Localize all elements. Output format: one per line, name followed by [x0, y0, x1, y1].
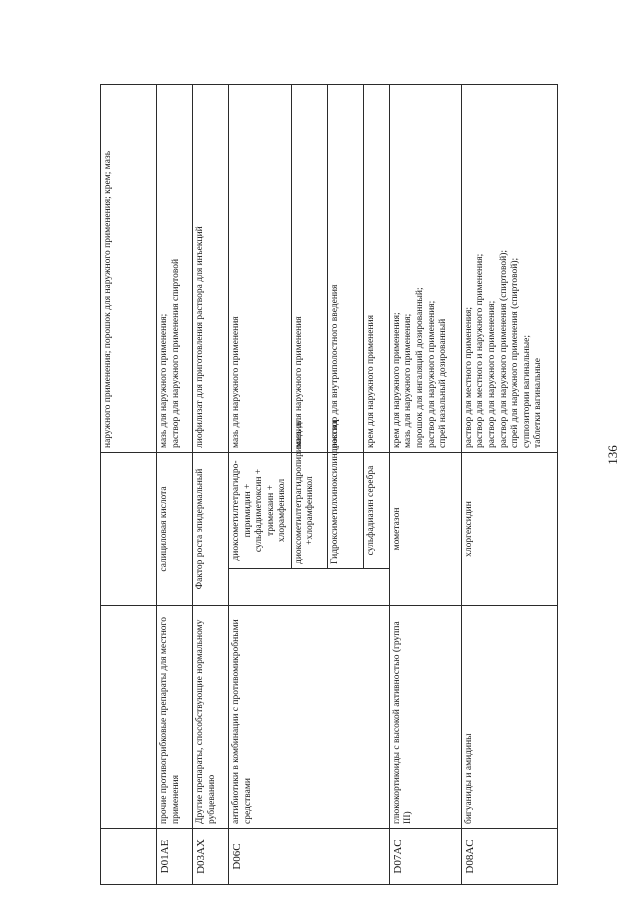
- atc-code: D06C: [229, 829, 390, 885]
- form-line: крем для наружного применения;: [391, 312, 402, 448]
- atc-code: D03AX: [193, 829, 229, 885]
- inn-name: салициловая кислота: [157, 453, 193, 606]
- form-line: суппозитории вагинальные;: [521, 334, 532, 448]
- form-line: мазь для наружного применения: [231, 316, 241, 448]
- inn-name: диоксометилтетрагидропиримидин +хлорамфеникол: [291, 453, 327, 569]
- form-line: крем для наружного применения: [365, 314, 376, 448]
- form-cell: [461, 85, 557, 453]
- form-line: раствор для местного и наружного применения;: [475, 253, 486, 448]
- form-line: раствор для наружного применения;: [487, 300, 498, 448]
- group-cell: [101, 606, 157, 829]
- form-cell: [157, 85, 193, 453]
- form-line: мазь для наружного применения: [293, 316, 304, 448]
- group-name: антибиотики в комбинации с противомикробными средствами: [229, 606, 390, 829]
- form-cell: [291, 85, 327, 453]
- group-name: прочие противогрибковые препараты для местного применения: [157, 606, 193, 829]
- form-line: спрей назальный дозированный: [438, 318, 449, 448]
- form-cell: [101, 85, 157, 453]
- code-cell: [101, 829, 157, 885]
- drug-registry-table: [100, 84, 558, 885]
- inn-name: Гидроксиметилхиноксилиндиоксид: [327, 453, 363, 569]
- form-line: раствор для наружного применения (спиртовой);: [498, 249, 509, 448]
- group-name: Другие препараты, способствующие нормальному рубцеванию: [193, 606, 229, 829]
- table-row: [461, 85, 557, 885]
- table-row: [193, 85, 229, 885]
- atc-code: D07AC: [389, 829, 461, 885]
- inn-name: хлоргексидин: [461, 453, 557, 606]
- table-row: [229, 85, 292, 885]
- form-line: мазь для наружного применения;: [159, 313, 169, 448]
- form-line: мазь для наружного применения;: [403, 313, 414, 448]
- form-line: таблетки вагинальные: [533, 358, 544, 448]
- inn-name: мометазон: [389, 453, 461, 606]
- form-cell: [327, 85, 363, 453]
- form-line: раствор для местного применения;: [463, 306, 474, 448]
- inn-cell: [101, 453, 157, 606]
- form-cell: [229, 85, 292, 453]
- table-row: [101, 85, 157, 885]
- inn-name: сульфадиазин серебра: [363, 453, 389, 569]
- rotated-page: [100, 85, 544, 885]
- group-name: глюкокортикоиды с высокой активностью (группа III): [389, 606, 461, 829]
- form-line: раствор для наружного применения спиртовой: [170, 258, 181, 448]
- table-row: [157, 85, 193, 885]
- atc-code: D01AE: [157, 829, 193, 885]
- form-cell: [389, 85, 461, 453]
- form-line: наружного применения; порошок для наружного применения; крем; мазь: [103, 150, 113, 448]
- form-cell: [363, 85, 389, 453]
- inn-name: диоксометилтетрагидро-пиримидин + сульфадиметоксин + тримекаин + хлорамфеникол: [229, 453, 292, 569]
- form-line: раствор для наружного применения;: [426, 300, 437, 448]
- form-line: лиофилизат для приготовления раствора для инъекций: [195, 226, 205, 448]
- page-number: 136: [604, 445, 620, 465]
- form-line: спрей для наружного применения (спиртовой);: [510, 257, 521, 448]
- atc-code: D08AC: [461, 829, 557, 885]
- form-line: порошок для ингаляций дозированный;: [415, 287, 426, 448]
- form-line: раствор для внутриполостного введения: [329, 284, 340, 448]
- table-row: [389, 85, 461, 885]
- form-cell: [193, 85, 229, 453]
- inn-name: Фактор роста эпидермальный: [193, 453, 229, 606]
- group-name: бигуаниды и амидины: [461, 606, 557, 829]
- spacer-cell: [229, 569, 390, 606]
